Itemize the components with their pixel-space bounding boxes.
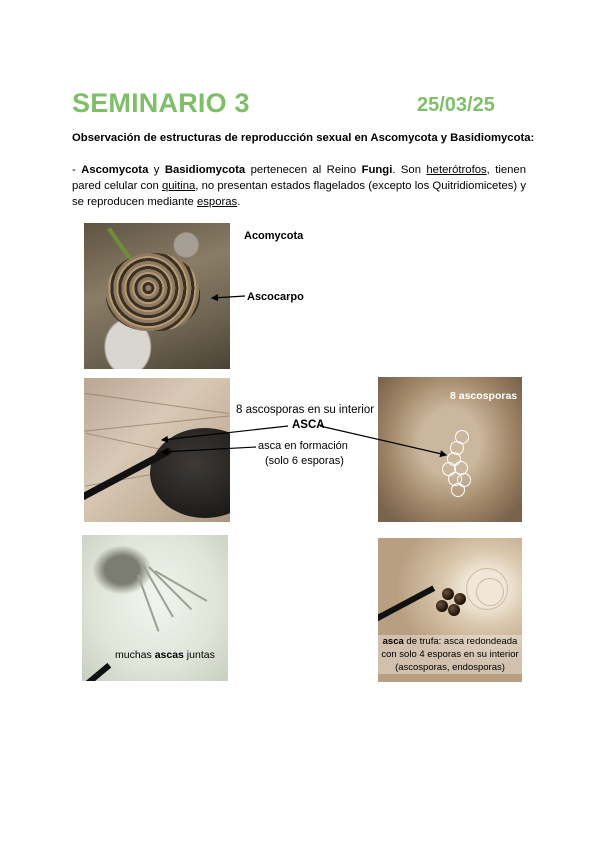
term-fungi: Fungi [361, 164, 393, 176]
para-text: y [148, 164, 165, 176]
para-text: . Son [392, 164, 427, 176]
label-ascocarpo: Ascocarpo [247, 291, 304, 303]
para-text: . [237, 196, 241, 208]
arrow-asca-right [320, 426, 446, 455]
term-esporas: esporas [196, 196, 238, 208]
arrow-asca-left [162, 426, 288, 440]
para-text: , tienen pared celular con [72, 164, 526, 192]
label-solo-6-esporas: (solo 6 esporas) [265, 455, 344, 467]
term-heterotrofos: heterótrofos [426, 164, 487, 176]
trufa-caption: asca de trufa: asca redondeada con solo 4 esporas en su interior (ascosporas, endosporas) [378, 635, 522, 674]
page-date: 25/03/25 [417, 94, 495, 116]
section-subtitle: Observación de estructuras de reproducción sexual en Ascomycota y Basidiomycota: [72, 132, 535, 144]
label-8-ascosporas: 8 ascosporas [450, 390, 518, 402]
para-text: , no presentan estados flagelados (excepto los Quitridiomicetes) y se reproducen mediante [72, 180, 526, 208]
para-text: pertenecen al Reino [245, 164, 362, 176]
term-quitina: quitina [161, 180, 196, 192]
arrow-asca-formacion [162, 447, 256, 452]
label-ascosporas-interior: 8 ascosporas en su interior [236, 404, 375, 416]
para-text: - [72, 164, 82, 176]
term-basidiomycota: Basidiomycota [164, 164, 246, 176]
label-asca: ASCA [292, 419, 325, 431]
label-asca-formacion: asca en formación [258, 440, 348, 452]
page-title: SEMINARIO 3 [72, 88, 250, 118]
label-muchas-ascas: muchas ascas juntas [115, 649, 215, 661]
arrow-ascocarpo [212, 296, 245, 298]
label-acomycota: Acomycota [244, 230, 304, 242]
term-ascomycota: Ascomycota [81, 164, 149, 176]
